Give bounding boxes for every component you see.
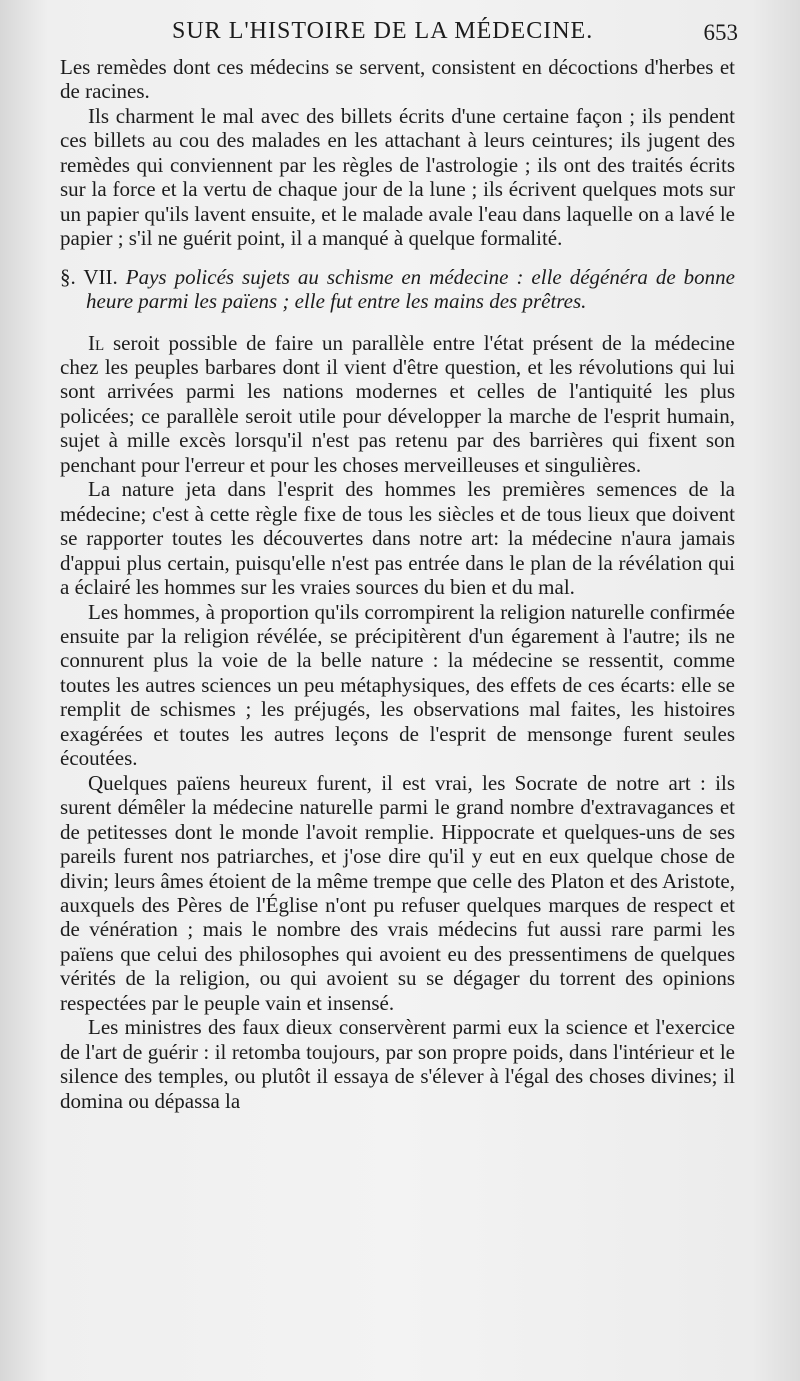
paragraph-men: Les hommes, à proportion qu'ils corrompirent la religion naturelle confirmée ensuite par la religion révélée, se précipitèrent d'un égarement à l'autre; ils ne connurent plus la voie de la belle nature : la médecine se ressentit, comme toutes les autres sciences un peu métaphysiques, des effets de ces écarts: elle se remplit de schismes ; les préjugés, les observations mal faites, les histoires exagérées et toutes les autres leçons de l'esprit de mensonge furent seules écoutées. [60, 599, 735, 771]
page-header [62, 18, 738, 48]
paragraph-ministers: Les ministres des faux dieux conservèrent parmi eux la science et l'exercice de l'art de guérir : il retomba toujours, par son propre poids, dans l'intérieur et le silence des temples, ou plutôt il essaya de s'élever à l'égal des choses divines; il domina ou dépassa la [60, 1015, 735, 1113]
paragraph-nature: La nature jeta dans l'esprit des hommes les premières semences de la médecine; c'est à cette règle fixe de tous les siècles et de tous lieux que doivent se rapporter toutes les découvertes dans notre art: la médecine n'aura jamais d'appui plus certain, puisqu'elle n'est pas entrée dans le plan de la révélation qui a éclairé les hommes sur les vraies sources du bien et du mal. [60, 477, 735, 600]
paragraph-parallel-text: seroit possible de faire un parallèle entre l'état présent de la médecine chez les peuples barbares dont il vient d'être question, et les révolutions qui lui sont arrivées parmi les nations modernes et celles de l'antiquité les plus policées; ce parallèle seroit utile pour développer la marche de l'esprit humain, sujet à mille excès lorsqu'il n'est pas retenu par des barrières qui fixent son penchant pour l'erreur et pour les choses merveilleuses et singulières. [60, 330, 735, 477]
paragraph-remedies: Les remèdes dont ces médecins se servent, consistent en décoctions d'herbes et de racines. [60, 55, 735, 104]
section-heading [60, 265, 735, 314]
paragraph-pagans: Quelques païens heureux furent, il est vrai, les Socrate de notre art : ils surent démêler la médecine naturelle parmi le grand nombre d'extravagances et de petitesses dont le monde l'avoit remplie. Hippocrate et quelques-uns de ses pareils furent nos patriarches, et j'ose dire qu'il y eut en eux quelque chose de divin; leurs âmes étoient de la même trempe que celle des Platon et des Aristote, auxquels des Pères de l'Église n'ont pu refuser quelques marques de respect et de vénération ; mais le nombre des vrais médecins fut aussi rare parmi les païens que celui des philosophes qui avoient eu des pressentimens de quelques vérités de la religion, ou qui avoient su se dégager du torrent des opinions respectées par le peuple vain et insensé. [60, 770, 735, 1015]
section-number: §. VII. [60, 264, 118, 289]
page-number: 653 [703, 20, 738, 45]
section-title: Pays policés sujets au schisme en médecine : elle dégénéra de bonne heure parmi les païens ; elle fut entre les mains des prêtres. [86, 264, 735, 314]
running-title: SUR L'HISTOIRE DE LA MÉDECINE. [172, 18, 594, 44]
paragraph-parallel [60, 331, 735, 478]
opening-word: Il [88, 330, 105, 355]
paragraph-charms: Ils charment le mal avec des billets écrits d'une certaine façon ; ils pendent ces billets au cou des malades en les attachant à leurs ceintures; ils jugent des remèdes qui conviennent par les règles de l'astrologie ; ils ont des traités écrits sur la force et la vertu de chaque jour de la lune ; ils écrivent quelques mots sur un papier qu'ils lavent ensuite, et le malade avale l'eau dans laquelle on a lavé le papier ; s'il ne guérit point, il a manqué à quelque formalité. [60, 103, 735, 251]
page-content [60, 55, 735, 1113]
